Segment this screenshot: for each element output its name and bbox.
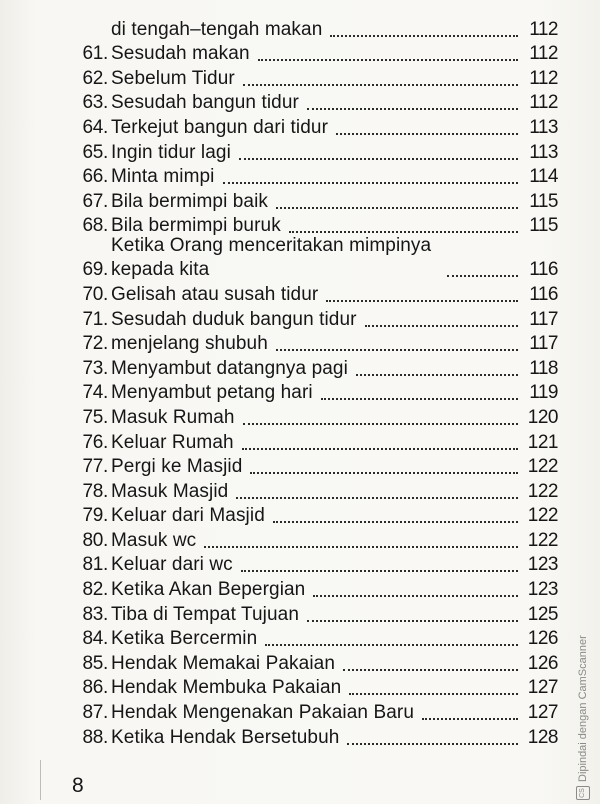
camscanner-icon: CS [576, 786, 590, 800]
toc-entry-number: 70. [82, 283, 108, 305]
toc-entry-number: 76. [82, 431, 108, 453]
toc-entry-title: di tengah–tengah makan [111, 18, 323, 40]
toc-entry-page: 116 [529, 259, 558, 281]
toc-entry-number: 61. [82, 43, 108, 65]
toc-entry [68, 479, 558, 504]
toc-entry-number: 83. [82, 603, 108, 625]
toc-entry-title: Masuk Masjid [111, 480, 229, 502]
toc-entry-title-continued: kepada kita [111, 259, 210, 281]
toc-entry-title: Keluar dari Masjid [111, 505, 265, 527]
toc-entry-page: 123 [527, 579, 558, 601]
dot-leader [289, 229, 518, 233]
toc-entry-page: 128 [527, 726, 558, 748]
toc-entry-title: Masuk wc [111, 529, 197, 551]
dot-leader [236, 495, 518, 499]
toc-entry-page: 126 [527, 628, 558, 650]
dot-leader [347, 741, 518, 745]
toc-entry [68, 504, 558, 529]
toc-entry-number: 64. [82, 116, 108, 138]
dot-leader [242, 446, 518, 450]
toc-entry-number: 79. [82, 505, 108, 527]
dot-leader [276, 347, 518, 351]
toc-entry [68, 651, 558, 676]
toc-entry [68, 430, 558, 455]
table-of-contents [68, 17, 558, 750]
toc-entry [68, 91, 558, 116]
dot-leader [239, 156, 518, 160]
dot-leader [265, 642, 518, 646]
dot-leader [276, 205, 518, 209]
toc-entry-page: 115 [529, 215, 558, 237]
toc-entry-page: 117 [529, 308, 558, 330]
toc-entry [68, 307, 558, 332]
toc-entry-number: 69. [82, 259, 108, 281]
dot-leader [273, 519, 518, 523]
toc-entry-page: 113 [529, 116, 558, 138]
toc-entry [68, 165, 558, 190]
toc-entry [68, 676, 558, 701]
dot-leader [330, 33, 518, 37]
dot-leader [326, 298, 518, 302]
toc-entry [68, 282, 558, 307]
dot-leader [307, 618, 518, 622]
toc-entry-number: 86. [82, 677, 108, 699]
toc-entry [68, 405, 558, 430]
toc-entry-title: Sesudah bangun tidur [111, 92, 299, 114]
toc-entry-number: 77. [82, 456, 108, 478]
dot-leader [321, 396, 518, 400]
toc-entry-title: Ketika Akan Bepergian [111, 579, 306, 601]
dot-leader [243, 82, 518, 86]
toc-entry-number: 63. [82, 92, 108, 114]
toc-entry-number: 75. [82, 406, 108, 428]
toc-entry-page: 125 [527, 603, 558, 625]
toc-entry [68, 528, 558, 553]
toc-entry [68, 725, 558, 750]
toc-entry-page: 127 [527, 702, 558, 724]
toc-entry [68, 42, 558, 67]
toc-entry-title: menjelang shubuh [111, 333, 268, 355]
toc-entry-title: Sesudah duduk bangun tidur [111, 308, 357, 330]
toc-entry-page: 112 [529, 67, 558, 89]
toc-entry-page: 123 [527, 554, 558, 576]
dot-leader [336, 131, 518, 135]
toc-entry-page: 112 [529, 92, 558, 114]
toc-entry-number: 62. [82, 67, 108, 89]
toc-entry-number: 82. [82, 579, 108, 601]
toc-entry-number: 78. [82, 480, 108, 502]
toc-entry-number: 71. [82, 308, 108, 330]
toc-entry [68, 66, 558, 91]
toc-entry-title: Keluar Rumah [111, 431, 234, 453]
toc-entry [68, 627, 558, 652]
dot-leader [204, 544, 518, 548]
toc-entry [68, 235, 558, 282]
toc-entry-title: Hendak Mengenakan Pakaian Baru [111, 702, 414, 724]
toc-entry-number: 68. [82, 215, 108, 237]
toc-entry-title: Bila bermimpi buruk [111, 215, 281, 237]
dot-leader [422, 716, 518, 720]
toc-entry-page: 127 [527, 677, 558, 699]
dot-leader [243, 421, 518, 425]
toc-entry [68, 332, 558, 357]
toc-entry-title: Sebelum Tidur [111, 67, 235, 89]
toc-entry-page: 122 [527, 480, 558, 502]
toc-entry-page: 114 [529, 166, 558, 188]
toc-entry-number: 72. [82, 333, 108, 355]
toc-entry-title: Keluar dari wc [111, 554, 233, 576]
toc-entry-page: 115 [529, 190, 558, 212]
toc-entry-page: 122 [527, 529, 558, 551]
toc-entry-page: 121 [527, 431, 558, 453]
dot-leader [356, 372, 518, 376]
toc-entry-title: Sesudah makan [111, 43, 250, 65]
scanner-watermark [576, 635, 590, 800]
toc-entry-page: 119 [529, 382, 558, 404]
toc-entry-number: 66. [82, 166, 108, 188]
toc-entry-title: Terkejut bangun dari tidur [111, 116, 329, 138]
dot-leader [250, 470, 518, 474]
toc-entry [68, 356, 558, 381]
toc-entry-number: 87. [82, 702, 108, 724]
toc-entry-number: 81. [82, 554, 108, 576]
toc-entry-title: Pergi ke Masjid [111, 456, 243, 478]
toc-entry-page: 112 [529, 18, 558, 40]
toc-entry-page: 120 [527, 406, 558, 428]
toc-entry-title: Gelisah atau susah tidur [111, 283, 319, 305]
watermark-text: Dipindai dengan CamScanner [577, 635, 589, 782]
dot-leader [447, 273, 518, 277]
toc-entry-number: 73. [82, 357, 108, 379]
toc-entry [68, 140, 558, 165]
toc-entry-number: 67. [82, 190, 108, 212]
toc-entry-title: Menyambut datangnya pagi [111, 357, 348, 379]
toc-entry-page: 112 [529, 43, 558, 65]
toc-entry-title: Menyambut petang hari [111, 382, 313, 404]
toc-entry-number: 65. [82, 141, 108, 163]
toc-entry-page: 122 [527, 505, 558, 527]
toc-entry-title: Tiba di Tempat Tujuan [111, 603, 299, 625]
dot-leader [343, 667, 518, 671]
toc-entry-page: 113 [529, 141, 558, 163]
toc-entry [68, 602, 558, 627]
toc-entry-page: 126 [527, 652, 558, 674]
toc-entry-number: 74. [82, 382, 108, 404]
toc-entry-title: Hendak Membuka Pakaian [111, 677, 342, 699]
dot-leader [313, 593, 518, 597]
dot-leader [349, 691, 518, 695]
toc-entry-number: 80. [82, 529, 108, 551]
dot-leader [223, 180, 518, 184]
toc-entry-number: 84. [82, 628, 108, 650]
toc-entry-title: Ingin tidur lagi [111, 141, 231, 163]
toc-entry-title: Ketika Hendak Bersetubuh [111, 726, 340, 748]
toc-entry [68, 17, 558, 42]
toc-entry [68, 455, 558, 480]
toc-entry [68, 577, 558, 602]
toc-entry [68, 700, 558, 725]
toc-entry [68, 189, 558, 214]
toc-entry-title: Masuk Rumah [111, 406, 235, 428]
toc-entry-title: Bila bermimpi baik [111, 190, 269, 212]
page-edge-mark [40, 760, 41, 800]
toc-entry-page: 117 [529, 333, 558, 355]
toc-entry-title: Ketika Orang menceritakan mimpinya [111, 235, 432, 257]
dot-leader [258, 57, 518, 61]
toc-entry [68, 115, 558, 140]
toc-entry [68, 381, 558, 406]
toc-entry-title: Hendak Memakai Pakaian [111, 652, 335, 674]
toc-entry-title: Minta mimpi [111, 166, 215, 188]
dot-leader [307, 106, 518, 110]
toc-entry [68, 553, 558, 578]
toc-entry-number: 88. [82, 726, 108, 748]
toc-entry-page: 122 [527, 456, 558, 478]
toc-entry-number: 85. [82, 652, 108, 674]
dot-leader [241, 568, 518, 572]
dot-leader [365, 323, 518, 327]
toc-entry-title: Ketika Bercermin [111, 628, 258, 650]
toc-entry-page: 116 [529, 283, 558, 305]
toc-entry-page: 118 [529, 357, 558, 379]
page-number: 8 [72, 774, 84, 797]
